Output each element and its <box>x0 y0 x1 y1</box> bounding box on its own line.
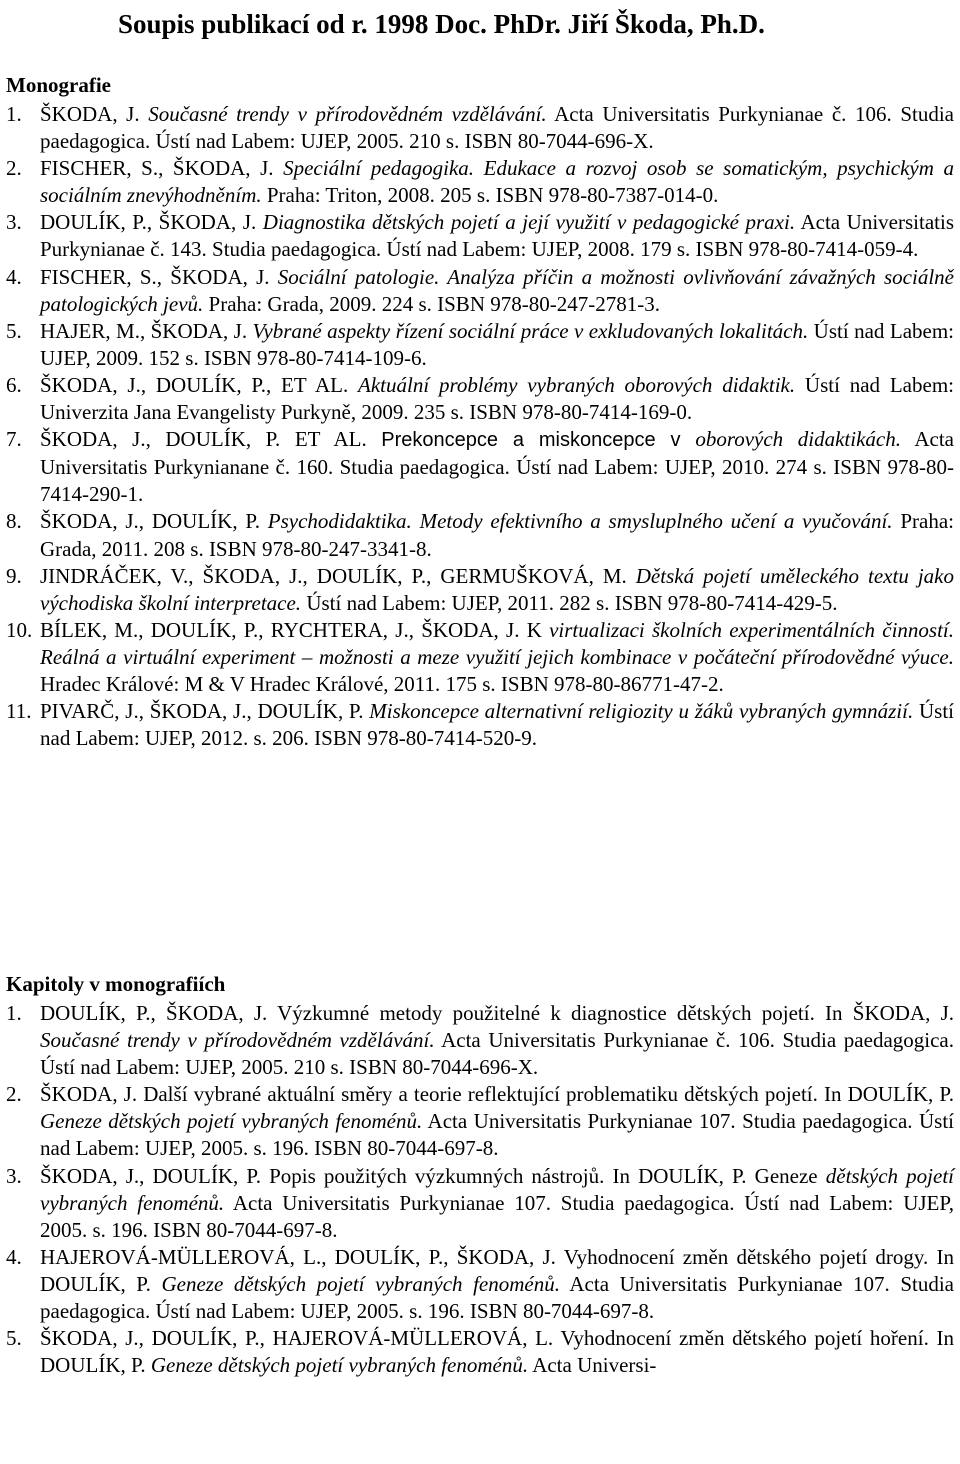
entry-number: 4. <box>6 1244 22 1269</box>
entry-publication: Ústí nad Labem: UJEP, 2012. s. 206. ISBN 978-80-7414-520-9. <box>40 699 954 751</box>
kapitoly-list <box>6 1000 954 1379</box>
entry-number: 6. <box>6 372 22 397</box>
entry-publication: Ústí nad Labem: UJEP, 2011. 282 s. ISBN 978-80-7414-429-5. <box>301 590 838 615</box>
entry-book-title: Geneze dětských pojetí vybraných fenoménů. <box>161 1271 560 1296</box>
entry-text: HAJEROVÁ-MÜLLEROVÁ, L., DOULÍK, P., ŠKODA, J. Vyhodnocení změn dětského pojetí drogy. In DOULÍK, P. <box>40 1244 954 1296</box>
entry-authors: DOULÍK, P., ŠKODA, J. <box>40 210 263 235</box>
entry-authors: ŠKODA, J., DOULÍK, P. ET AL. <box>40 427 382 452</box>
kapitoly-entry <box>6 1325 954 1379</box>
monografie-entry <box>6 508 954 562</box>
entry-title: Aktuální problémy vybraných oborových didaktik. <box>358 372 796 397</box>
entry-book-title: dětských pojetí vybraných fenoménů. <box>40 1163 954 1215</box>
monografie-entry <box>6 101 954 155</box>
entry-text: ŠKODA, J., DOULÍK, P. Popis použitých výzkumných nástrojů. In DOULÍK, P. Geneze <box>40 1163 826 1188</box>
kapitoly-entry <box>6 1081 954 1162</box>
entry-text: ŠKODA, J. Další vybrané aktuální směry a teorie reflektující problematiku dětských pojetí. In DOULÍK, P. <box>40 1082 954 1107</box>
entry-publication: Acta Universitatis Purkynianae 107. Studia paedagogica. Ústí nad Labem: UJEP, 2005. s. 196. ISBN 80-7044-697-8. <box>40 1271 954 1324</box>
entry-publication: Ústí nad Labem: Univerzita Jana Evangelisty Purkyně, 2009. 235 s. ISBN 978-80-7414-169-0. <box>40 372 954 425</box>
entry-number: 8. <box>6 509 22 534</box>
section-heading-kapitoly: Kapitoly v monografiích <box>6 972 226 996</box>
entry-book-title: Současné trendy v přírodovědném vzdělávání. <box>40 1028 435 1053</box>
monografie-entry <box>6 155 954 209</box>
entry-authors: PIVARČ, J., ŠKODA, J., DOULÍK, P. <box>40 699 370 724</box>
entry-publication: Hradec Králové: M & V Hradec Králové, 2011. 175 s. ISBN 978-80-86771-47-2. <box>40 671 724 696</box>
entry-title: oborových didaktikách. <box>695 427 901 452</box>
entry-title: Speciální pedagogika. Edukace a rozvoj osob se somatickým, psychickým a sociálním znevýhodněním. <box>40 156 954 208</box>
entry-title: Miskoncepce alternativní religiozity u žáků vybraných gymnázií. <box>369 699 914 724</box>
entry-number: 2. <box>6 1082 22 1107</box>
entry-title: Vybrané aspekty řízení sociální práce v exkludovaných lokalitách. <box>252 318 809 343</box>
entry-title: Sociální patologie. Analýza příčin a možnosti ovlivňování závažných sociálně patologických jevů. <box>40 264 954 316</box>
entry-publication: Acta Universitatis Purkynianane č. 160. Studia paedagogica. Ústí nad Labem: UJEP, 2010. 274 s. ISBN 978-80-7414-290-1. <box>40 427 955 507</box>
entry-title: Psychodidaktika. Metody efektivního a smysluplného učení a vyučování. <box>267 509 893 534</box>
entry-title: virtualizaci školních experimentálních činností. Reálná a virtuální experiment – možnosti a meze využití jejich kombinace v počáteční přírodovědné výuce. <box>40 617 954 669</box>
entry-number: 7. <box>6 427 22 452</box>
entry-number: 5. <box>6 1326 22 1351</box>
kapitoly-entry <box>6 1163 954 1244</box>
entry-authors: ŠKODA, J., DOULÍK, P., ET AL. <box>40 372 359 397</box>
entry-publication: Acta Universitatis Purkynianae č. 106. Studia paedagogica. Ústí nad Labem: UJEP, 2005. 210 s. ISBN 80-7044-696-X. <box>40 1028 954 1080</box>
monografie-entry <box>6 426 954 508</box>
entry-authors: HAJER, M., ŠKODA, J. <box>40 318 253 343</box>
entry-text: ŠKODA, J., DOULÍK, P., HAJEROVÁ-MÜLLEROVÁ, L. Vyhodnocení změn dětského pojetí hoření. In DOULÍK, P. <box>40 1326 954 1378</box>
monografie-list <box>6 101 954 752</box>
entry-authors: FISCHER, S., ŠKODA, J. <box>40 264 278 289</box>
entry-book-title: Geneze dětských pojetí vybraných fenoménů. <box>150 1353 529 1378</box>
monografie-entry <box>6 617 954 698</box>
entry-authors: JINDRÁČEK, V., ŠKODA, J., DOULÍK, P., GERMUŠKOVÁ, M. <box>40 563 636 588</box>
entry-title-prefix: Prekoncepce a miskoncepce v <box>381 429 696 452</box>
entry-number: 9. <box>6 563 22 588</box>
entry-number: 1. <box>6 1001 22 1025</box>
kapitoly-entry <box>6 1244 954 1325</box>
entry-number: 5. <box>6 318 22 343</box>
entry-publication: Praha: Grada, 2011. 208 s. ISBN 978-80-247-3341-8. <box>40 509 954 561</box>
entry-publication: Praha: Triton, 2008. 205 s. ISBN 978-80-7387-014-0. <box>261 183 719 208</box>
entry-publication: Acta Universitatis Purkynianae 107. Studia paedagogica. Ústí nad Labem: UJEP, 2005. s. 196. ISBN 80-7044-697-8. <box>40 1190 954 1242</box>
entry-number: 4. <box>6 264 22 289</box>
section-heading-monografie: Monografie <box>6 73 111 97</box>
entry-number: 3. <box>6 210 22 235</box>
monografie-entry <box>6 209 954 263</box>
entry-publication: Praha: Grada, 2009. 224 s. ISBN 978-80-247-2781-3. <box>203 291 660 316</box>
entry-title: Dětská pojetí uměleckého textu jako východiska školní interpretace. <box>40 563 954 615</box>
page-title: Soupis publikací od r. 1998 Doc. PhDr. Jiří Škoda, Ph.D. <box>118 9 765 39</box>
entry-publication: Acta Universitatis Purkynianae č. 106. Studia paedagogica. Ústí nad Labem: UJEP, 2005. 210 s. ISBN 80-7044-696-X. <box>40 102 954 154</box>
kapitoly-entry <box>6 1000 954 1081</box>
entry-number: 2. <box>6 156 22 181</box>
entry-authors: FISCHER, S., ŠKODA, J. <box>40 156 284 181</box>
entry-authors: ŠKODA, J. <box>40 102 149 126</box>
entry-authors: ŠKODA, J., DOULÍK, P. <box>40 509 268 534</box>
entry-number: 11. <box>6 699 32 724</box>
entry-publication: Acta Universitatis Purkynianae č. 143. Studia paedagogica. Ústí nad Labem: UJEP, 2008. 179 s. ISBN 978-80-7414-059-4. <box>40 210 954 262</box>
entry-publication: Acta Universi- <box>528 1353 657 1378</box>
monografie-entry <box>6 698 954 752</box>
monografie-entry <box>6 372 954 426</box>
entry-authors: BÍLEK, M., DOULÍK, P., RYCHTERA, J., ŠKODA, J. K <box>40 617 550 642</box>
entry-number: 3. <box>6 1163 22 1188</box>
entry-number: 10. <box>6 617 33 642</box>
entry-publication: Acta Universitatis Purkynianae 107. Studia paedagogica. Ústí nad Labem: UJEP, 2005. s. 196. ISBN 80-7044-697-8. <box>40 1109 955 1161</box>
entry-publication: Ústí nad Labem: UJEP, 2009. 152 s. ISBN 978-80-7414-109-6. <box>40 318 955 370</box>
entry-title: Diagnostika dětských pojetí a její využití v pedagogické praxi. <box>262 210 796 235</box>
monografie-entry <box>6 318 954 372</box>
entry-text: DOULÍK, P., ŠKODA, J. Výzkumné metody použitelné k diagnostice dětských pojetí. In ŠKODA, J. <box>40 1001 954 1025</box>
entry-book-title: Geneze dětských pojetí vybraných fenoménů. <box>40 1109 423 1134</box>
entry-number: 1. <box>6 102 22 126</box>
monografie-entry <box>6 264 954 318</box>
entry-title: Současné trendy v přírodovědném vzdělávání. <box>148 102 547 126</box>
monografie-entry <box>6 563 954 617</box>
